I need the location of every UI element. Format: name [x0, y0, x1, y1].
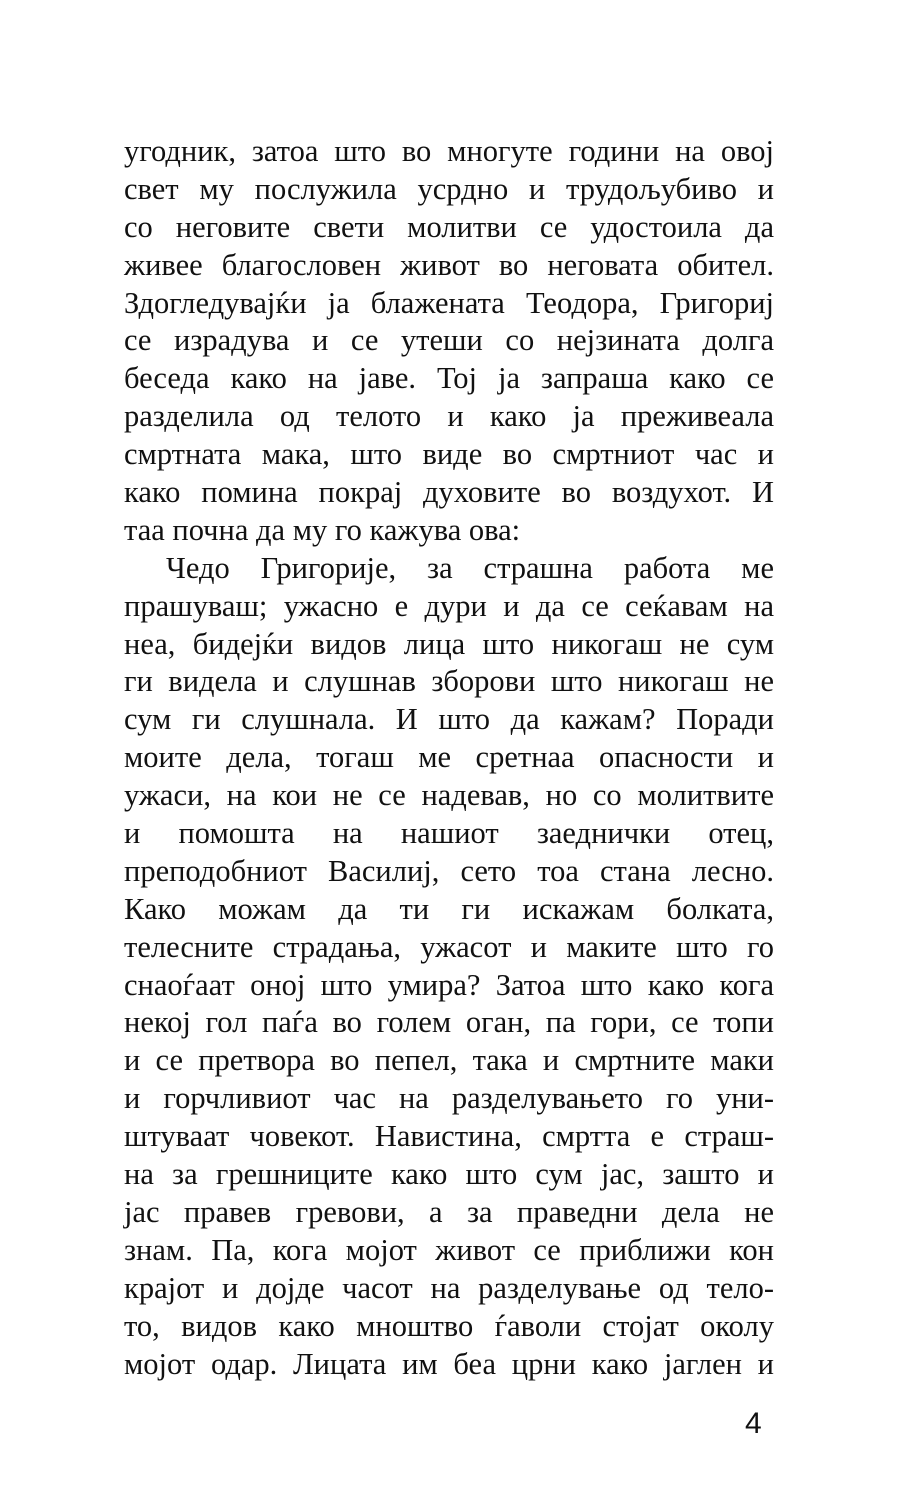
text-line: Чедо Григорије, за страшна работа ме: [166, 550, 774, 585]
text-line: неа, бидејќи видов лица што никогаш не сум: [124, 626, 774, 661]
text-line: смртната мака, што виде во смртниот час и: [124, 437, 774, 472]
text-line: беседа како на јаве. Тој ја запраша како се: [124, 361, 774, 396]
text-line: некој гол паѓа во голем оган, па гори, се топи: [124, 1005, 774, 1040]
text-line: мојот одар. Лицата им беа црни како јаглен и: [124, 1346, 774, 1381]
text-line: на за грешниците како што сум јас, зашто и: [124, 1157, 774, 1192]
text-line: преподобниот Василиј, сето тоа стана лесно.: [124, 853, 774, 888]
text-line: снаоѓаат оној што умира? Затоа што како кога: [124, 967, 774, 1002]
text-line: прашуваш; ужасно е дури и да се сеќавам на: [124, 588, 774, 623]
text-line: се израдува и се утеши со нејзината долга: [124, 323, 774, 358]
page-number: 4: [745, 1407, 762, 1440]
text-line: телесните страдања, ужасот и маките што го: [124, 929, 774, 964]
text-line: знам. Па, кога мојот живот се приближи кон: [124, 1232, 774, 1267]
text-line: разделила од телото и како ја преживеала: [124, 399, 774, 434]
text-line: Како можам да ти ги искажам болката,: [124, 891, 774, 926]
text-line: Здогледувајќи ја блажената Теодора, Григориј: [124, 285, 774, 320]
text-line: ги видела и слушнав зборови што никогаш не: [124, 664, 774, 699]
paragraph-2: [124, 550, 774, 1384]
text-line: ужаси, на кои не се надевав, но со молитвите: [124, 778, 774, 813]
text-line: живее благословен живот во неговата обител.: [124, 247, 774, 282]
text-line: свет му послужила усрдно и трудољубиво и: [124, 171, 774, 206]
text-line: со неговите свети молитви се удостоила да: [124, 209, 774, 244]
text-line: и горчливиот час на разделувањето го уни-: [124, 1081, 774, 1116]
text-line: и помошта на нашиот заеднички отец,: [124, 816, 774, 851]
document-page: [124, 133, 774, 1383]
paragraph-1: [124, 133, 774, 550]
text-line: штуваат човекот. Навистина, смртта е страш-: [124, 1119, 774, 1154]
text-line: како помина покрај духовите во воздухот. И: [124, 475, 774, 510]
text-line: то, видов како мноштво ѓаволи стојат околу: [124, 1308, 774, 1343]
text-line: крајот и дојде часот на разделување од тело-: [124, 1270, 774, 1305]
text-line: и се претвора во пепел, така и смртните маки: [124, 1043, 774, 1078]
text-line: угодник, затоа што во многуте години на овој: [124, 134, 774, 168]
text-line: сум ги слушнала. И што да кажам? Поради: [124, 702, 774, 737]
text-line: таа почна да му го кажува ова:: [124, 512, 521, 547]
text-line: јас правев гревови, а за праведни дела не: [124, 1194, 774, 1229]
text-line: моите дела, тогаш ме сретнаа опасности и: [124, 740, 774, 775]
